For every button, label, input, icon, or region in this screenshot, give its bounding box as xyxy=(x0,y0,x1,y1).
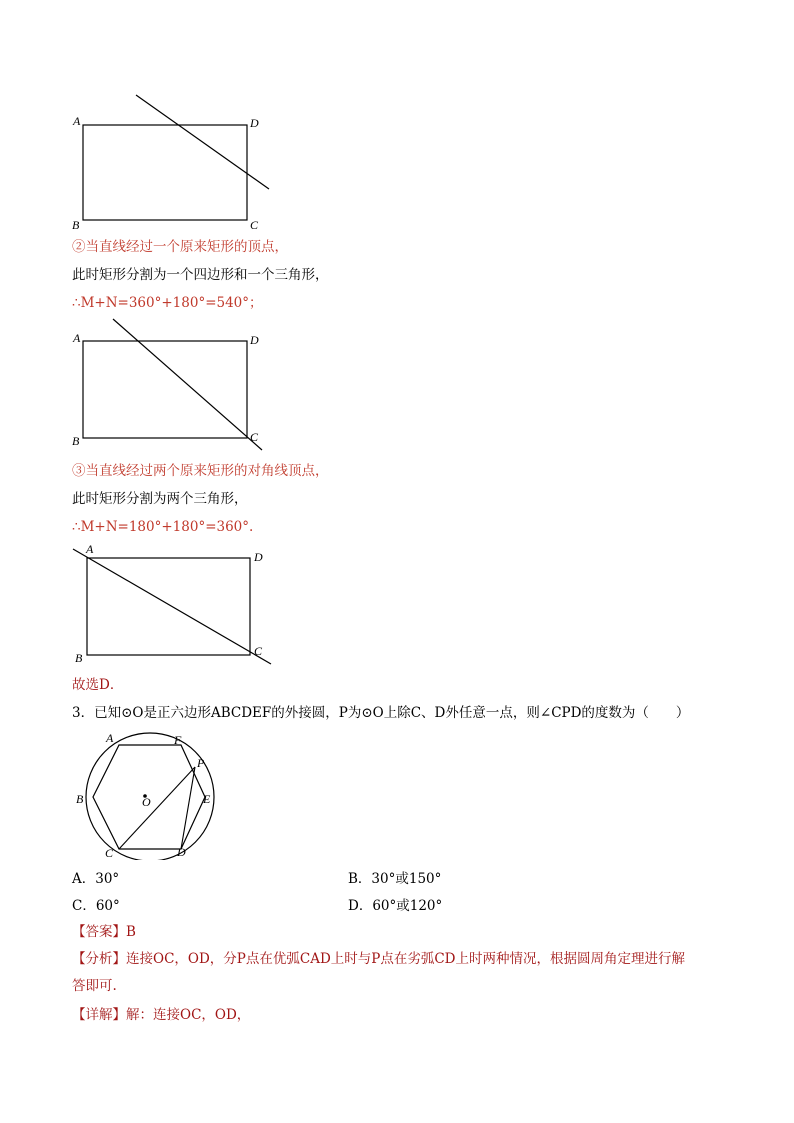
case2-desc: 此时矩形分割为一个四边形和一个三角形， xyxy=(72,267,329,283)
label-B: B xyxy=(72,218,80,232)
figure-rect-line-crossing xyxy=(60,88,290,238)
option-value: 30° xyxy=(95,871,120,887)
analysis-text: 连接OC，OD，分P点在优弧CAD上时与P点在劣弧CD上时两种情况，根据圆周角定理进行解 xyxy=(126,951,686,967)
label-O: O xyxy=(142,795,151,809)
rectangle xyxy=(87,558,250,655)
cutting-line xyxy=(113,319,262,450)
label-A: A xyxy=(73,114,81,128)
figure-rect-line-one-vertex xyxy=(60,314,290,454)
figure-rect-diagonal-line xyxy=(60,538,290,670)
rectangle xyxy=(83,341,247,438)
rectangle xyxy=(83,125,247,220)
option-value: 60° xyxy=(95,898,120,914)
option-A[interactable] xyxy=(72,870,119,888)
label-E: E xyxy=(203,792,211,806)
option-label: A． xyxy=(72,871,96,887)
label-B: B xyxy=(75,651,83,665)
detail-line xyxy=(72,1006,250,1024)
option-label: D． xyxy=(348,898,373,914)
question-number: 3． xyxy=(72,705,95,721)
label-C: C xyxy=(250,218,259,232)
analysis-line-2: 答即可. xyxy=(72,978,117,994)
label-D: D xyxy=(250,116,259,130)
option-label: B． xyxy=(348,871,372,887)
question-text: 已知⊙O是正六边形ABCDEF的外接圆，P为⊙O上除C、D外任意一点，则∠CPD的度数为（ ） xyxy=(94,705,690,721)
option-label: C． xyxy=(72,898,96,914)
detail-text: 解：连接OC，OD， xyxy=(126,1007,251,1023)
option-C[interactable] xyxy=(72,897,120,915)
cutting-line xyxy=(73,549,271,664)
cutting-line xyxy=(136,95,269,189)
label-C: C xyxy=(254,644,263,658)
analysis-line-1 xyxy=(72,950,685,968)
label-C: C xyxy=(250,430,259,444)
case3-title: ③当直线经过两个原来矩形的对角线顶点， xyxy=(72,463,329,479)
option-value: 60°或120° xyxy=(372,898,443,914)
case2-title: ②当直线经过一个原来矩形的顶点， xyxy=(72,239,288,255)
option-D[interactable] xyxy=(348,897,442,915)
case3-desc: 此时矩形分割为两个三角形， xyxy=(72,491,248,507)
label-B: B xyxy=(72,434,80,448)
case3-formula: ∴M+N=180°+180°=360°. xyxy=(72,519,254,535)
label-D: D xyxy=(250,333,259,347)
label-A: A xyxy=(106,731,114,745)
label-B: B xyxy=(76,792,84,806)
answer-tag: 【答案】 xyxy=(72,924,126,940)
detail-tag: 【详解】 xyxy=(72,1007,126,1023)
figure-hexagon-circle xyxy=(66,728,226,860)
label-C: C xyxy=(105,846,114,860)
answer-value: B xyxy=(126,924,136,940)
conclusion: 故选D． xyxy=(72,677,124,693)
case2-formula: ∴M+N=360°+180°=540°； xyxy=(72,295,263,311)
option-value: 30°或150° xyxy=(371,871,442,887)
label-A: A xyxy=(73,331,81,345)
answer-line xyxy=(72,923,136,941)
label-D: D xyxy=(254,550,263,564)
label-F: F xyxy=(174,733,182,747)
label-P: P xyxy=(197,756,205,770)
label-A: A xyxy=(86,542,94,556)
option-B[interactable] xyxy=(348,870,441,888)
analysis-tag: 【分析】 xyxy=(72,951,126,967)
label-D: D xyxy=(177,845,186,859)
question3-stem xyxy=(72,704,689,722)
